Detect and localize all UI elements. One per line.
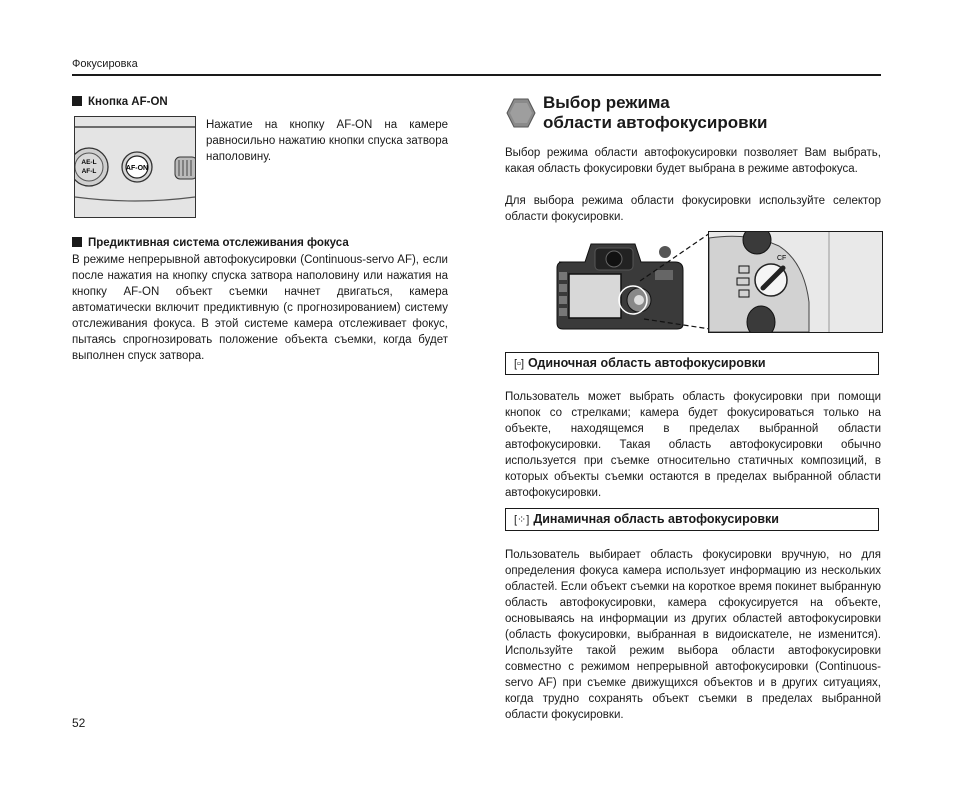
ael-label: AE-L <box>81 159 97 166</box>
predictive-heading-text: Предиктивная система отслеживания фокуса <box>88 237 349 249</box>
running-header: Фокусировка <box>72 58 138 70</box>
intro-paragraph-2: Для выбора режима области фокусировки используйте селектор области фокусировки. <box>505 195 881 223</box>
predictive-heading <box>72 237 349 249</box>
dynamic-area-heading-box <box>505 508 879 531</box>
intro-paragraph-1: Выбор режима области автофокусировки позволяет Вам выбрать, какая область фокусировки будет выбрана в режиме автофокуса. <box>505 147 881 175</box>
bullet-square-icon <box>72 96 82 106</box>
page-number: 52 <box>72 716 86 730</box>
section-title-line2: области автофокусировки <box>543 113 768 132</box>
single-area-heading: Одиночная область автофокусировки <box>528 356 766 370</box>
dynamic-area-heading: Динамичная область автофокусировки <box>533 512 779 526</box>
dynamic-area-icon: [⁘] <box>514 514 530 526</box>
afon-label: AF-ON <box>125 165 149 172</box>
afon-heading <box>72 96 168 108</box>
afl-label: AF-L <box>81 168 97 175</box>
predictive-description: В режиме непрерывной автофокусировки (Continuous-servo AF), если после нажатия на кнопку спуска затвора наполовину или нажатия на кнопку AF-ON объект съемки начнет двигаться, камера автоматически включит предиктивную (с прогнозированием) систему отслеживания фокуса. В этой системе камера отслеживает фокус, пытаясь спрогнозировать положение объекта съемки, когда будет выполнен спуск затвора. <box>72 254 448 362</box>
zoom-callout-lines <box>630 231 714 331</box>
section-hexagon-icon <box>505 97 537 129</box>
dynamic-area-description: Пользователь выбирает область фокусировки вручную, но для определения фокуса камера использует информацию из нескольких областей. Если объект съемки на короткое время покинет выбранную область автофокусировки, камера сфокусируется на объекте, основываясь на информации из других областей автофокусировки (область фокусировки, выбранная в видоискателе, не изменится). Используйте такой режим выбора области автофокусировки совместно с режимом непрерывной автофокусировки (Continuous-servo AF) при съемке движущихся объектов и в других ситуациях, когда трудно сохранять объект съемки в пределах выбранной области фокусировки. <box>505 549 881 721</box>
afon-description: Нажатие на кнопку AF-ON на камере равносильно нажатию кнопки спуска затвора наполовину. <box>206 119 448 163</box>
section-title <box>543 93 768 133</box>
single-area-description: Пользователь может выбрать область фокусировки при помощи кнопок со стрелками; камера будет фокусироваться только на объекте, находящемся в пределах выбранной области автофокусировки. Такая область автофокусировки обычно используется при съемке относительно статичных композиций, в которых объекты съемки остаются в пределах выбранной области автофокусировки. <box>505 391 881 499</box>
bullet-square-icon <box>72 237 82 247</box>
single-area-heading-box <box>505 352 879 375</box>
single-area-icon: [▫] <box>514 358 525 370</box>
focus-selector-closeup <box>708 231 883 333</box>
header-rule <box>72 74 881 76</box>
afon-heading-text: Кнопка AF-ON <box>88 96 168 108</box>
section-title-line1: Выбор режима <box>543 93 670 112</box>
cf-label: CF <box>777 255 787 262</box>
afon-button-illustration <box>74 116 196 218</box>
